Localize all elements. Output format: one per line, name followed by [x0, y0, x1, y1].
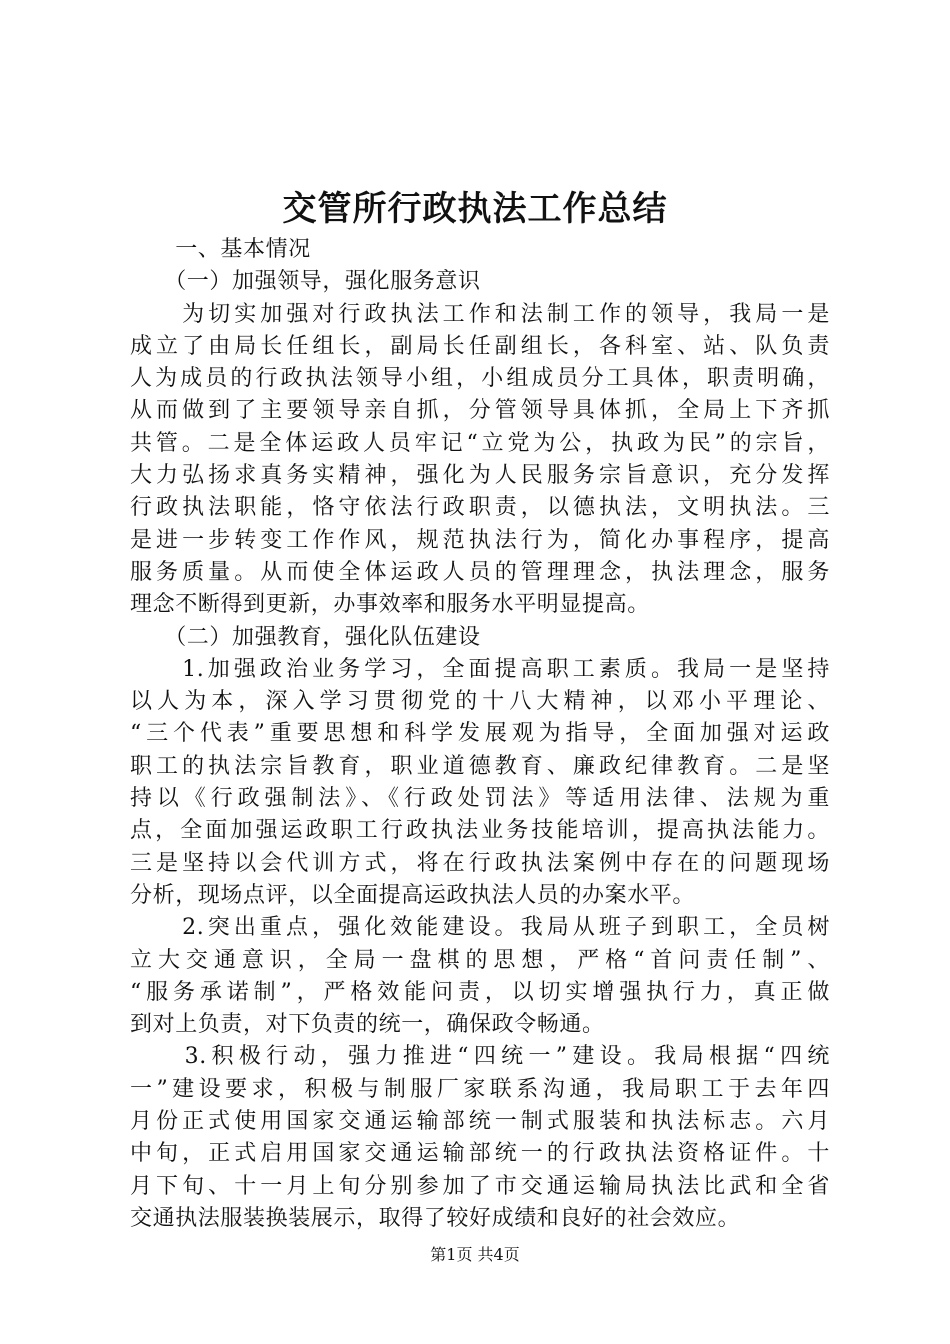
body-line: 月份正式使用国家交通运输部统一制式服装和执法标志。六月 [130, 1109, 830, 1135]
body-line: 1.加强政治业务学习，全面提高职工素质。我局一是坚持 [130, 656, 830, 682]
body-line: 2.突出重点，强化效能建设。我局从班子到职工，全员树 [130, 915, 830, 941]
body-line: 一”建设要求，积极与制服厂家联系沟通，我局职工于去年四 [130, 1076, 830, 1102]
body-line: 大力弘扬求真务实精神，强化为人民服务宗旨意识，充分发挥 [130, 463, 830, 489]
body-line: （一）加强领导，强化服务意识 [130, 269, 481, 295]
page-footer: 第1页 共4页 [430, 1245, 520, 1264]
body-line: 一、基本情况 [130, 237, 311, 262]
body-line: 持以《行政强制法》、《行政处罚法》等适用法律、法规为重 [130, 786, 830, 812]
body-line: 从而做到了主要领导亲自抓，分管领导具体抓，全局上下齐抓 [130, 398, 830, 424]
document-body [130, 234, 830, 1235]
body-line: 3.积极行动，强力推进“四统一”建设。我局根据“四统 [130, 1044, 830, 1070]
body-line: 交通执法服装换装展示，取得了较好成绩和良好的社会效应。 [130, 1205, 741, 1231]
body-line: 职工的执法宗旨教育，职业道德教育、廉政纪律教育。二是坚 [130, 753, 830, 779]
body-line: 人为成员的行政执法领导小组，小组成员分工具体，职责明确， [130, 366, 830, 392]
body-line: （二）加强教育，强化队伍建设 [130, 624, 481, 650]
body-line: 月下旬、十一月上旬分别参加了市交通运输局执法比武和全省 [130, 1173, 830, 1199]
body-line: 以人为本，深入学习贯彻党的十八大精神，以邓小平理论、 [130, 689, 830, 715]
body-line: 分析，现场点评，以全面提高运政执法人员的办案水平。 [130, 882, 696, 908]
body-line: 到对上负责，对下负责的统一，确保政令畅通。 [130, 1012, 605, 1038]
body-line: 行政执法职能，恪守依法行政职责，以德执法，文明执法。三 [130, 495, 830, 521]
body-line: 中旬，正式启用国家交通运输部统一的行政执法资格证件。十 [130, 1141, 830, 1167]
body-line: 理念不断得到更新，办事效率和服务水平明显提高。 [130, 592, 650, 618]
body-line: 是进一步转变工作作风，规范执法行为，简化办事程序，提高 [130, 527, 830, 553]
body-line: 成立了由局长任组长，副局长任副组长，各科室、站、队负责 [130, 333, 830, 359]
body-line: 立大交通意识，全局一盘棋的思想，严格“首问责任制”、 [130, 947, 830, 973]
document-title: 交管所行政执法工作总结 [282, 189, 668, 229]
body-line: “三个代表”重要思想和科学发展观为指导，全面加强对运政 [130, 721, 830, 747]
body-line: 服务质量。从而使全体运政人员的管理理念，执法理念，服务 [130, 559, 830, 585]
body-line: 点，全面加强运政职工行政执法业务技能培训，提高执法能力。 [130, 818, 830, 844]
body-line: “服务承诺制”，严格效能问责，以切实增强执行力，真正做 [130, 979, 830, 1005]
body-line: 为切实加强对行政执法工作和法制工作的领导，我局一是 [130, 301, 830, 327]
body-line: 共管。二是全体运政人员牢记“立党为公，执政为民”的宗旨， [130, 430, 830, 456]
body-line: 三是坚持以会代训方式，将在行政执法案例中存在的问题现场 [130, 850, 830, 876]
